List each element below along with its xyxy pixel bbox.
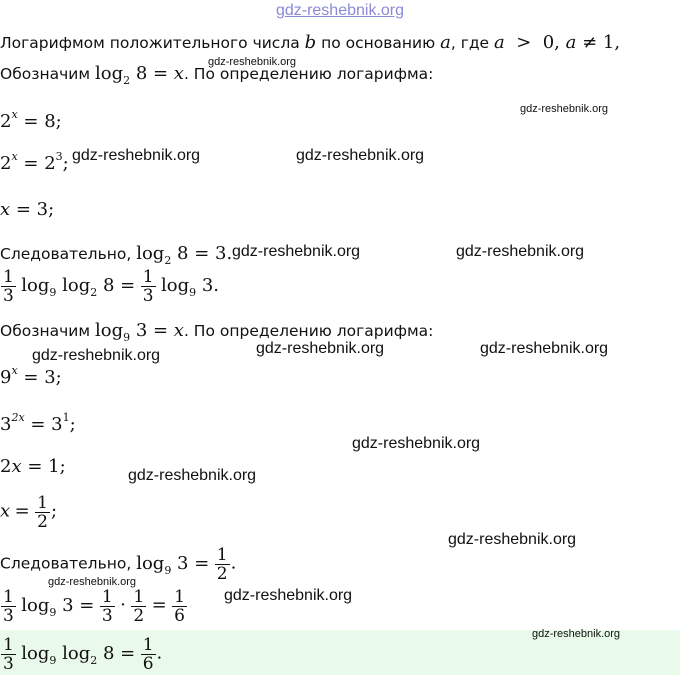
definition-line [0,32,620,53]
watermark: gdz-reshebnik.org [296,147,425,164]
equation-x-3: x = 3; [0,199,55,220]
dot-operator: · [120,594,126,616]
by-def-label-2: . По определению логарифма: [183,322,434,340]
equation-2x-2-3: $2^x = 2^3$; [0,150,69,174]
fraction-1-3: $\frac{1}{3}$ [3,267,14,306]
therefore-label-2: Следовательно, [0,554,137,573]
intro-text-2: по основанию [316,34,441,52]
fraction-1-3: $\frac{1}{3}$ [3,587,14,626]
watermark: gdz-reshebnik.org [48,576,137,588]
intro-text-1: Логарифмом положительного числа [0,34,305,52]
designate-math-2: $\log_9 3 = x$ [94,320,184,344]
semicolon: ; [50,500,58,522]
designate-label-2: Обозначим [0,322,95,340]
watermark: gdz-reshebnik.org [532,628,621,640]
equation-2x-8: $2^x = 8$; [0,108,62,132]
equals-sign: = [14,500,30,522]
watermark: gdz-reshebnik.org [224,587,353,604]
period: . [156,642,163,664]
transform-math-right: $\log_9 3$. [160,274,219,299]
designate-label: Обозначим [0,65,95,83]
watermark: gdz-reshebnik.org [256,340,385,357]
conclusion-math-1: $\log_2 8 = 3$. [136,243,233,267]
fraction-1-3: $\frac{1}{3}$ [3,635,14,674]
var-b: b [304,32,317,53]
equation-x-half [0,494,57,531]
fraction-1-2: $\frac{1}{2}$ [37,493,48,532]
fraction-1-3: $\frac{1}{3}$ [142,267,154,306]
compute-line [0,588,188,625]
transform-math-left: $\log_9 \log_2 8$ = [21,274,136,299]
designate-math: $\log_2 8 = x$ [94,63,184,87]
intro-text-3: , где [450,34,495,52]
conclusion-math-2: $\log_9 3$ = [136,552,210,577]
fraction-1-2: $\frac{1}{2}$ [133,587,145,626]
watermark: gdz-reshebnik.org [520,103,609,115]
fraction-1-3: $\frac{1}{3}$ [101,587,113,626]
fraction-1-2: $\frac{1}{2}$ [216,545,228,584]
by-def-label: . По определению логарифма: [183,65,434,83]
var-x: x [0,500,11,522]
answer-line [0,636,162,673]
compute-math-1: $\log_9 3$ = [21,594,95,619]
watermark: gdz-reshebnik.org [72,147,201,164]
therefore-label-1: Следовательно, [0,245,137,263]
conclusion-line-1 [0,243,232,267]
watermark: gdz-reshebnik.org [208,56,297,68]
watermark: gdz-reshebnik.org [480,340,609,357]
watermark: gdz-reshebnik.org [448,531,577,548]
site-header-link[interactable]: gdz-reshebnik.org [275,2,405,19]
equals-sign: = [151,594,167,616]
transform-line [0,268,219,305]
condition-math: a > 0, a ≠ 1, [494,32,621,53]
equation-2x-1: 2x = 1; [0,456,66,477]
fraction-1-6: $\frac{1}{6}$ [174,587,185,626]
watermark: gdz-reshebnik.org [456,243,585,260]
equation-3-2x: $3^{2x} = 3^1$; [0,411,76,435]
watermark: gdz-reshebnik.org [128,467,257,484]
equation-9x-3: $9^x = 3$; [0,364,62,388]
fraction-1-6: $\frac{1}{6}$ [142,635,154,674]
watermark: gdz-reshebnik.org [32,347,161,364]
var-a: a [440,32,451,53]
answer-math: $\log_9 \log_2 8$ = [21,642,136,667]
watermark: gdz-reshebnik.org [352,435,481,452]
watermark: gdz-reshebnik.org [232,243,361,260]
period: . [230,552,237,574]
